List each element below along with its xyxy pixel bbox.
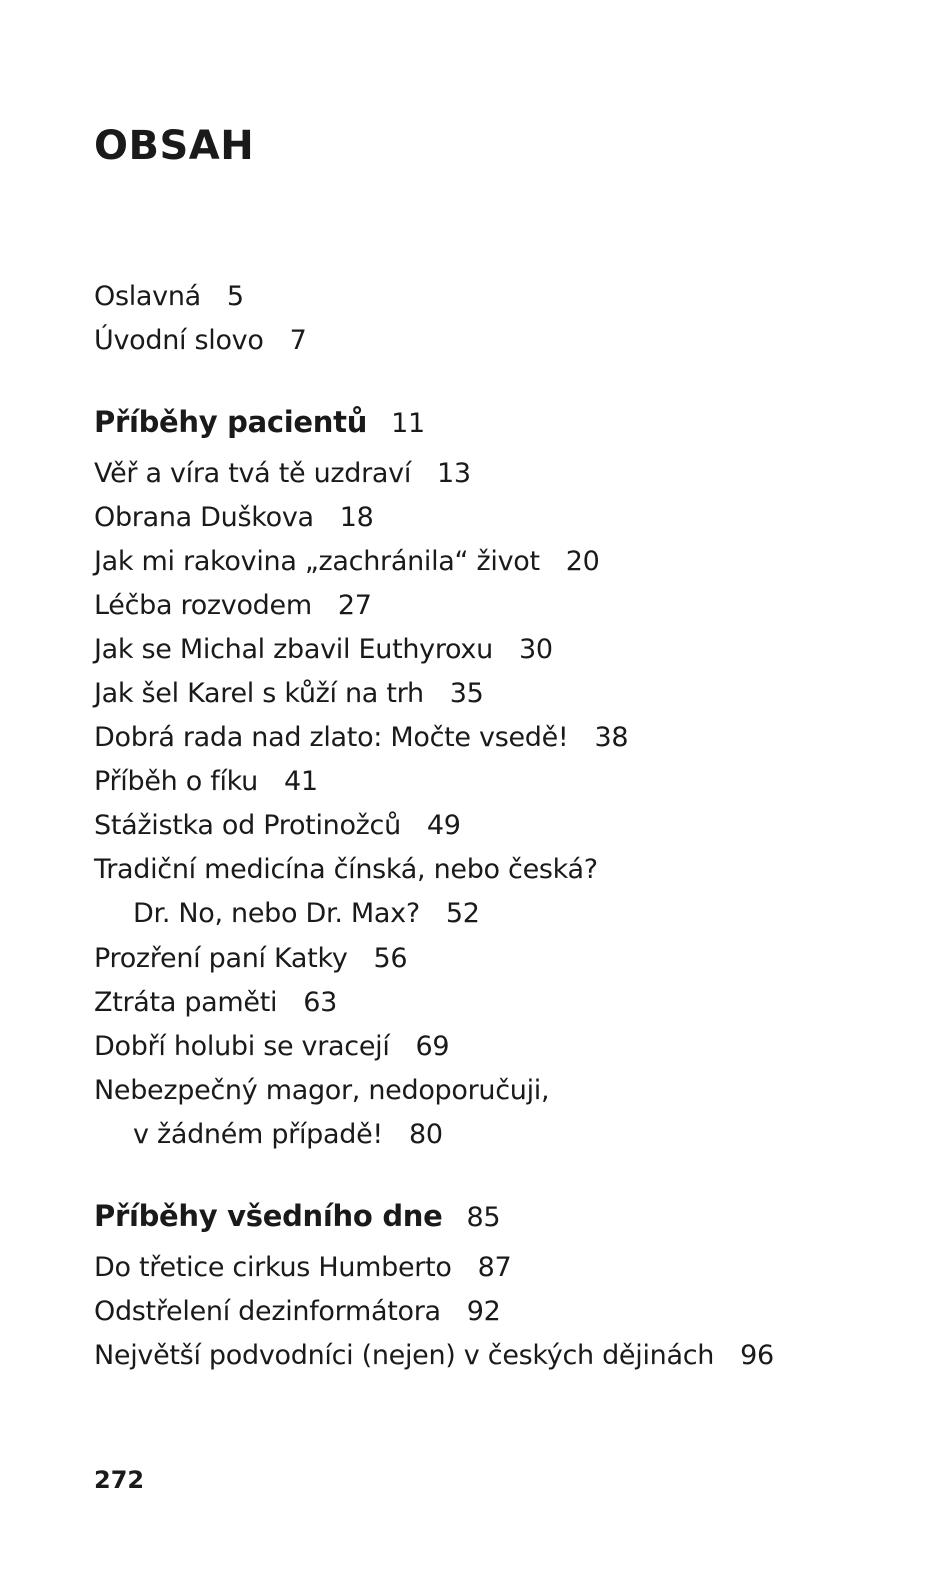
toc-entry-page: 35 — [449, 678, 484, 709]
toc-section-title: Příběhy pacientů — [94, 405, 368, 439]
toc-entry — [94, 812, 461, 839]
toc-entry-page: 13 — [437, 458, 471, 489]
toc-entry-page: 52 — [445, 898, 480, 929]
toc-entry-title-cont: v žádném případě! — [133, 1119, 383, 1150]
toc-entry-title: Věř a víra tvá tě uzdraví — [94, 458, 412, 489]
toc-entry-title: Jak se Michal zbavil Euthyroxu — [94, 634, 493, 665]
toc-entry-title: Do třetice cirkus Humberto — [94, 1252, 452, 1283]
toc-section-title: Příběhy všedního dne — [94, 1199, 443, 1233]
toc-entry — [94, 680, 484, 707]
toc-entry — [94, 1342, 774, 1369]
toc-entry-page: 87 — [477, 1252, 512, 1283]
toc-entry-title: Dobrá rada nad zlato: Močte vsedě! — [94, 722, 569, 753]
toc-entry-page: 38 — [594, 722, 629, 753]
toc-section-heading — [94, 405, 425, 439]
page-number: 272 — [94, 1466, 145, 1494]
toc-entry-page: 7 — [289, 325, 307, 356]
toc-entry-page: 56 — [373, 943, 408, 974]
toc-entry — [94, 768, 318, 795]
toc-section-heading — [94, 1199, 501, 1233]
toc-entry-continuation — [133, 900, 480, 927]
toc-entry — [94, 504, 374, 531]
toc-entry-title: Příběh o fíku — [94, 766, 258, 797]
toc-entry — [94, 548, 600, 575]
toc-entry-title-cont: Dr. No, nebo Dr. Max? — [133, 898, 420, 929]
toc-entry — [94, 945, 407, 972]
toc-entry — [94, 460, 471, 487]
toc-entry-page: 92 — [466, 1296, 501, 1327]
toc-entry-page: 27 — [337, 590, 372, 621]
toc-section-page: 11 — [391, 408, 425, 439]
toc-entry-title: Obrana Duškova — [94, 502, 314, 533]
toc-section-page: 85 — [466, 1202, 501, 1233]
toc-entry-page: 18 — [339, 502, 374, 533]
toc-entry — [94, 636, 553, 663]
toc-entry-page: 49 — [426, 810, 461, 841]
toc-entry-title: Nebezpečný magor, nedoporučuji, — [94, 1075, 550, 1106]
toc-entry — [94, 592, 372, 619]
toc-entry — [94, 283, 244, 310]
page-title: OBSAH — [94, 123, 255, 169]
toc-entry-title: Oslavná — [94, 281, 201, 312]
toc-entry-page: 20 — [565, 546, 600, 577]
toc-entry — [94, 327, 306, 354]
toc-entry-page: 69 — [415, 1031, 450, 1062]
toc-entry-page: 96 — [740, 1340, 774, 1371]
toc-entry-title: Léčba rozvodem — [94, 590, 312, 621]
toc-entry — [94, 1298, 501, 1325]
toc-entry-page: 63 — [303, 987, 337, 1018]
toc-entry-page: 30 — [518, 634, 553, 665]
toc-entry-title: Tradiční medicína čínská, nebo česká? — [94, 854, 598, 885]
toc-entry-title: Stážistka od Protinožců — [94, 810, 401, 841]
toc-entry — [94, 724, 628, 751]
toc-entry-title: Prozření paní Katky — [94, 943, 348, 974]
toc-entry-title: Jak šel Karel s kůží na trh — [94, 678, 424, 709]
toc-entry — [94, 989, 337, 1016]
toc-entry-title: Jak mi rakovina „zachránila“ život — [94, 546, 540, 577]
toc-entry — [94, 1077, 549, 1104]
toc-entry-page: 41 — [283, 766, 318, 797]
toc-entry — [94, 856, 598, 883]
toc-entry — [94, 1254, 511, 1281]
toc-entry — [94, 1033, 449, 1060]
toc-entry-title: Ztráta paměti — [94, 987, 278, 1018]
toc-entry-title: Největší podvodníci (nejen) v českých dějinách — [94, 1340, 715, 1371]
toc-entry-title: Úvodní slovo — [94, 325, 264, 356]
toc-entry-page: 5 — [226, 281, 244, 312]
toc-entry-page: 80 — [408, 1119, 443, 1150]
toc-entry-title: Dobří holubi se vracejí — [94, 1031, 390, 1062]
toc-entry-title: Odstřelení dezinformátora — [94, 1296, 441, 1327]
toc-entry-continuation — [133, 1121, 443, 1148]
